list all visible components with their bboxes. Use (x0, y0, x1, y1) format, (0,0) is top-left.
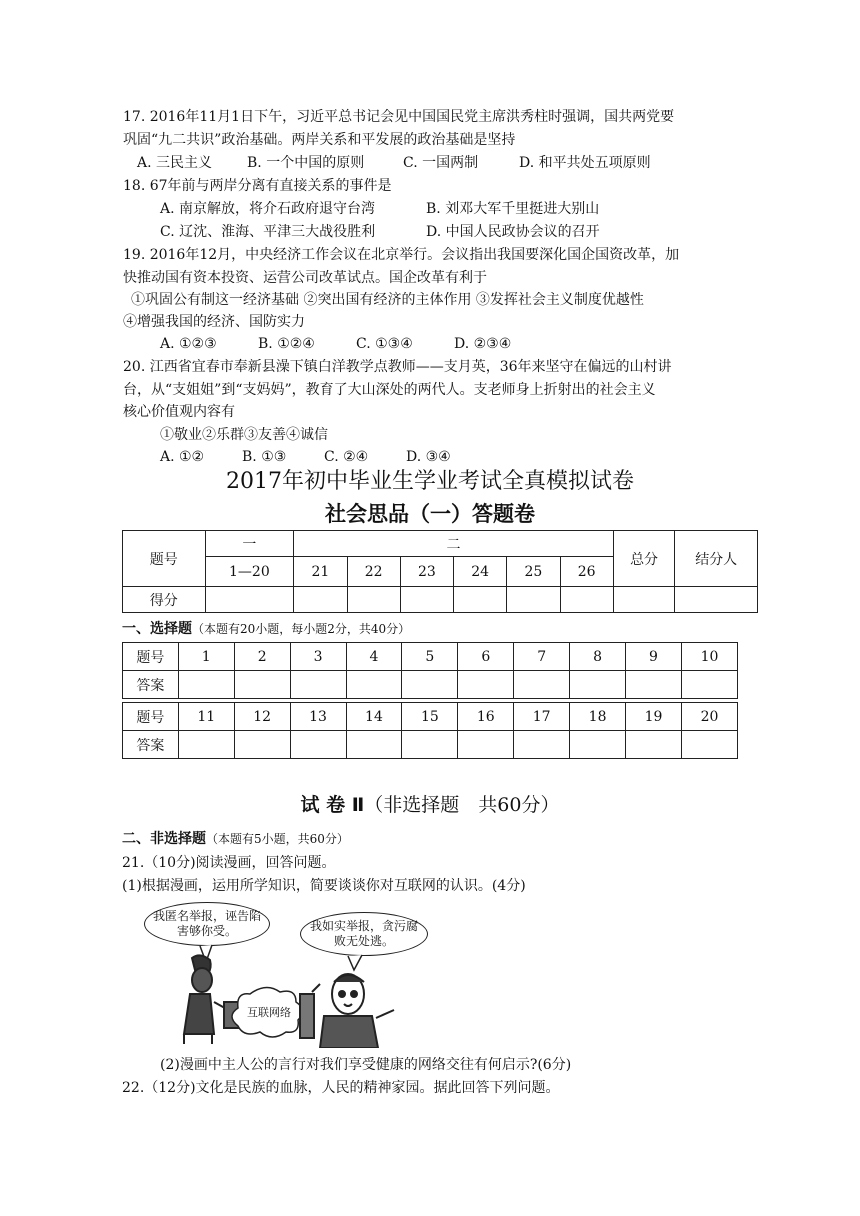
answer-table-question-number: 17 (514, 703, 570, 731)
answer-table-question-number: 9 (626, 643, 682, 671)
q19-option-d: D. ②③④ (454, 336, 512, 352)
answer-cell[interactable] (234, 731, 290, 759)
paper2-rest: （非选择题 共60分） (364, 794, 560, 816)
q18-option-c: C. 辽沈、淮海、平津三大战役胜利 (160, 224, 376, 240)
speech-bubble-right: 我如实举报，贪污腐败无处逃。 (300, 912, 428, 956)
q20-option-b: B. ①③ (242, 449, 287, 465)
q21-sub1: (1)根据漫画，运用所学知识，简要谈谈你对互联网的认识。(4分) (122, 878, 526, 894)
q18-options-row1 (160, 199, 599, 219)
answer-cell[interactable] (346, 671, 402, 699)
section2-head: 二、非选择题 (122, 831, 206, 847)
q20-option-d: D. ③④ (406, 449, 451, 465)
answer-cell[interactable] (290, 731, 346, 759)
q19-options (160, 334, 511, 354)
answer-table-question-number: 11 (178, 703, 234, 731)
score-table-header-total: 总分 (613, 531, 675, 587)
cartoon-drawing (140, 898, 410, 1048)
answer-cell[interactable] (402, 671, 458, 699)
cartoon (140, 898, 418, 1048)
q21-line1: 21.（10分)阅读漫画，回答问题。 (122, 855, 336, 871)
q19-option-a: A. ①②③ (160, 336, 217, 352)
score-table-header-two: 二 (294, 531, 614, 557)
q18-line1: 18. 67年前与两岸分离有直接关系的事件是 (123, 178, 392, 194)
answer-cell[interactable] (178, 731, 234, 759)
answer-sheet-title: 社会思品（一）答题卷 (325, 502, 535, 526)
score-cell[interactable] (400, 587, 453, 613)
score-table-header-grader: 结分人 (675, 531, 758, 587)
answer-cell[interactable] (346, 731, 402, 759)
q17-option-d: D. 和平共处五项原则 (519, 155, 651, 171)
answer-table-question-number: 3 (290, 643, 346, 671)
answer-cell[interactable] (290, 671, 346, 699)
q20-option-c: C. ②④ (324, 449, 369, 465)
score-table-header-one: 一 (205, 531, 294, 557)
score-table-sub: 25 (507, 557, 560, 587)
right-figure (300, 974, 394, 1048)
score-table-sub: 24 (454, 557, 507, 587)
q18-option-d: D. 中国人民政协会议的召开 (426, 224, 600, 240)
left-figure (184, 955, 242, 1044)
cloud-label: 互联网络 (247, 1006, 291, 1019)
q18-option-a: A. 南京解放，将介石政府退守台湾 (160, 201, 376, 217)
q19-line1: 19. 2016年12月，中央经济工作会议在北京举行。会议指出我国要深化国企国资改革，加 (123, 247, 680, 263)
q19-line4: ④增强我国的经济、国防实力 (123, 314, 305, 330)
q20-option-a: A. ①② (160, 449, 205, 465)
score-table-sub: 21 (294, 557, 347, 587)
answer-table-label-no: 题号 (123, 643, 179, 671)
q20-line1: 20. 江西省宜春市奉新县澡下镇白洋教学点教师——支月英，36年来坚守在偏远的山村讲 (123, 359, 672, 375)
answer-cell[interactable] (626, 731, 682, 759)
answer-cell[interactable] (570, 671, 626, 699)
score-table-sub: 1—20 (205, 557, 294, 587)
answer-table-question-number: 2 (234, 643, 290, 671)
answer-table-question-number: 18 (570, 703, 626, 731)
score-cell[interactable] (205, 587, 294, 613)
q21-sub2: (2)漫画中主人公的言行对我们享受健康的网络交往有何启示?(6分) (160, 1057, 572, 1073)
q17-options (137, 153, 651, 173)
answer-table-question-number: 12 (234, 703, 290, 731)
q20-line4: ①敬业②乐群③友善④诚信 (160, 427, 328, 443)
answer-table-question-number: 4 (346, 643, 402, 671)
score-cell[interactable] (613, 587, 675, 613)
q19-option-b: B. ①②④ (258, 336, 315, 352)
answer-table-label-answer: 答案 (123, 731, 179, 759)
answer-table-question-number: 13 (290, 703, 346, 731)
score-cell[interactable] (294, 587, 347, 613)
exam-title: 2017年初中毕业生学业考试全真模拟试卷 (226, 469, 634, 494)
answer-table-question-number: 8 (570, 643, 626, 671)
q18-options-row2 (160, 222, 600, 242)
answer-table-question-number: 6 (458, 643, 514, 671)
q22-line1: 22.（12分)文化是民族的血脉，人民的精神家园。据此回答下列问题。 (122, 1080, 560, 1096)
answer-cell[interactable] (681, 671, 737, 699)
score-table-header-no: 题号 (123, 531, 206, 587)
bubble-tail-right (348, 955, 362, 970)
q17-option-a: A. 三民主义 (137, 155, 213, 171)
answer-cell[interactable] (514, 731, 570, 759)
answer-table-question-number: 5 (402, 643, 458, 671)
answer-cell[interactable] (234, 671, 290, 699)
q19-line3: ①巩固公有制这一经济基础 ②突出国有经济的主体作用 ③发挥社会主义制度优越性 (131, 292, 644, 308)
paper2-title (0, 792, 860, 818)
answer-table-question-number: 16 (458, 703, 514, 731)
q17-line2: 巩固“九二共识”政治基础。两岸关系和平发展的政治基础是坚持 (123, 132, 516, 148)
q20-options (160, 447, 451, 467)
answer-cell[interactable] (626, 671, 682, 699)
answer-cell[interactable] (514, 671, 570, 699)
answer-cell[interactable] (681, 731, 737, 759)
answer-table-question-number: 10 (681, 643, 737, 671)
answer-table-label-no: 题号 (123, 703, 179, 731)
answer-table-question-number: 15 (402, 703, 458, 731)
score-table-sub: 22 (347, 557, 400, 587)
answer-cell[interactable] (178, 671, 234, 699)
q17-option-c: C. 一国两制 (403, 155, 479, 171)
q20-line3: 核心价值观内容有 (123, 404, 235, 420)
section2-note: （本题有5小题，共60分） (206, 832, 349, 846)
answer-cell[interactable] (402, 731, 458, 759)
speech-bubble-left: 我匿名举报，诬告陷害够你受。 (144, 902, 270, 946)
paper2-strong: 试 卷 Ⅱ (300, 794, 365, 816)
score-cell[interactable] (675, 587, 758, 613)
section1-head: 一、选择题 (122, 621, 192, 637)
score-cell[interactable] (347, 587, 400, 613)
answer-table-question-number: 20 (681, 703, 737, 731)
answer-cell[interactable] (458, 731, 514, 759)
q17-option-b: B. 一个中国的原则 (247, 155, 365, 171)
q17-line1: 17. 2016年11月1日下午，习近平总书记会见中国国民党主席洪秀柱时强调，国共两党要 (123, 109, 675, 125)
score-table-sub: 23 (400, 557, 453, 587)
answer-cell[interactable] (458, 671, 514, 699)
q18-option-b: B. 刘邓大军千里挺进大别山 (426, 201, 600, 217)
section2-heading (122, 829, 349, 849)
answer-table-question-number: 14 (346, 703, 402, 731)
section1-heading (122, 619, 410, 639)
score-table (122, 530, 758, 613)
q20-line2: 台，从“支姐姐”到“支妈妈”，教育了大山深处的两代人。支老师身上折射出的社会主义 (123, 382, 656, 398)
score-table-row-score: 得分 (123, 587, 206, 613)
score-cell[interactable] (454, 587, 507, 613)
score-cell[interactable] (560, 587, 613, 613)
score-table-sub: 26 (560, 557, 613, 587)
section1-note: （本题有20小题，每小题2分，共40分） (192, 622, 411, 636)
answer-table-question-number: 19 (626, 703, 682, 731)
answer-cell[interactable] (570, 731, 626, 759)
answer-table-question-number: 7 (514, 643, 570, 671)
q19-option-c: C. ①③④ (356, 336, 413, 352)
answer-table-label-answer: 答案 (123, 671, 179, 699)
answer-table-question-number: 1 (178, 643, 234, 671)
answer-table (122, 642, 738, 759)
score-cell[interactable] (507, 587, 560, 613)
q19-line2: 快推动国有资本投资、运营公司改革试点。国企改革有利于 (123, 270, 487, 286)
